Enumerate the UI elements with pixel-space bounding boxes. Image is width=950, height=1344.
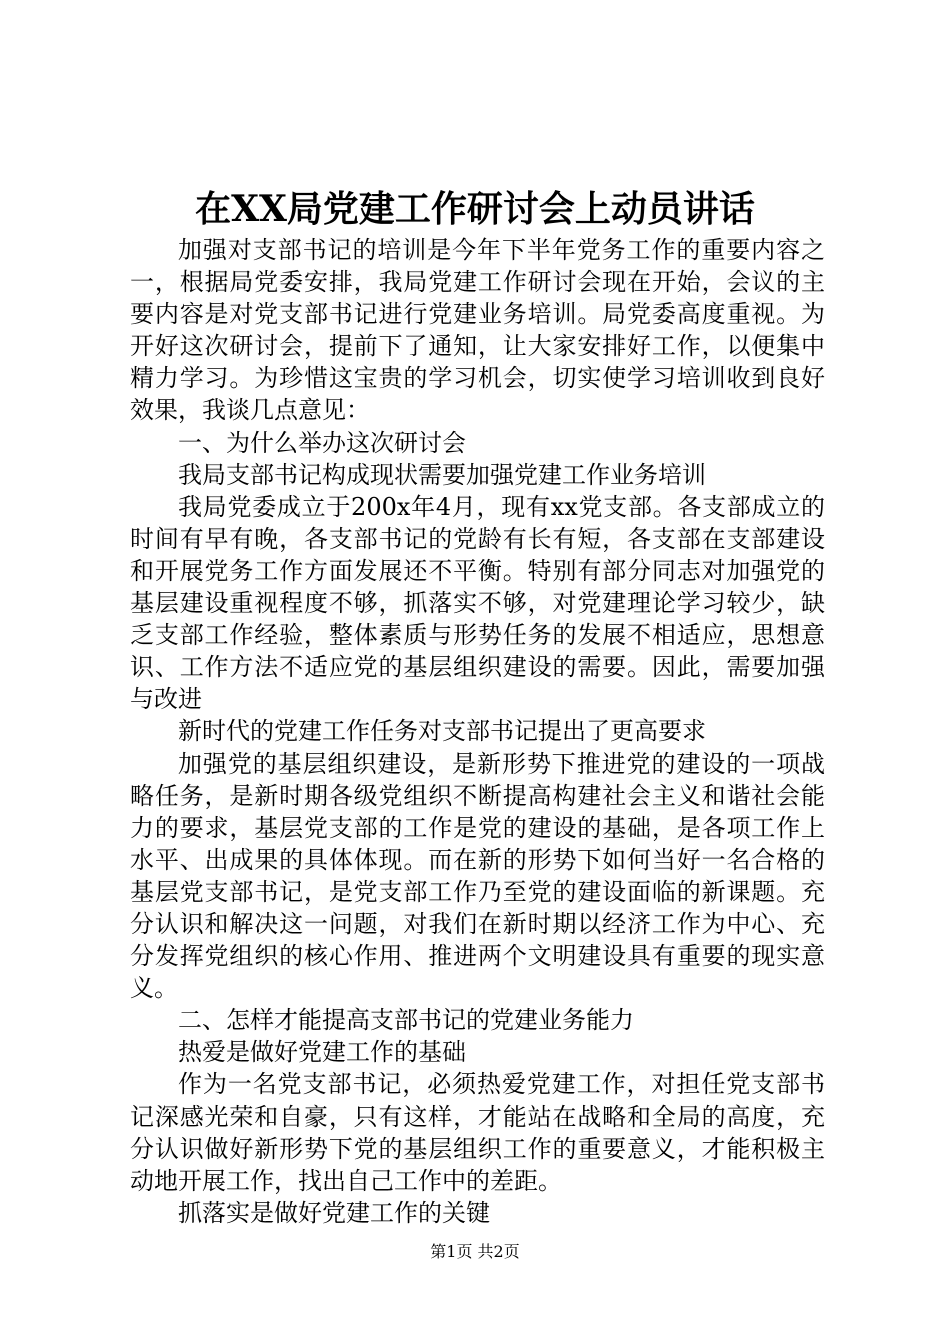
page-footer: 第1页 共2页 [430, 1242, 520, 1261]
paragraph: 加强对支部书记的培训是今年下半年党务工作的重要内容之一，根据局党委安排，我局党建工作研讨会现在开始，会议的主要内容是对党支部书记进行党建业务培训。局党委高度重视。为开好这次研讨会，提前下了通知，让大家安排好工作，以便集中精力学习。为珍惜这宝贵的学习机会，切实使学习培训收到良好效果，我谈几点意见： [130, 236, 825, 425]
paragraph: 加强党的基层组织建设，是新形势下推进党的建设的一项战略任务，是新时期各级党组织不断提高构建社会主义和谐社会能力的要求，基层党支部的工作是党的建设的基础，是各项工作上水平、出成果的具体体现。而在新的形势下如何当好一名合格的基层党支部书记，是党支部工作乃至党的建设面临的新课题。充分认识和解决这一问题，对我们在新时期以经济工作为中心、充分发挥党组织的核心作用、推进两个文明建设具有重要的现实意义。 [130, 749, 825, 1003]
paragraph: 我局党委成立于200x年4月，现有xx党支部。各支部成立的时间有早有晚，各支部书记的党龄有长有短，各支部在支部建设和开展党务工作方面发展还不平衡。特别有部分同志对加强党的基层建设重视程度不够，抓落实不够，对党建理论学习较少，缺乏支部工作经验，整体素质与形势任务的发展不相适应，思想意识、工作方法不适应党的基层组织建设的需要。因此，需要加强与改进 [130, 492, 825, 714]
subsection-heading: 热爱是做好党建工作的基础 [178, 1038, 466, 1067]
subsection-heading: 新时代的党建工作任务对支部书记提出了更高要求 [178, 717, 706, 746]
document-title: 在XX局党建工作研讨会上动员讲话 [195, 188, 755, 230]
subsection-heading: 抓落实是做好党建工作的关键 [178, 1198, 490, 1227]
document-body [130, 234, 825, 1229]
section-heading: 二、怎样才能提高支部书记的党建业务能力 [178, 1006, 634, 1035]
subsection-heading: 我局支部书记构成现状需要加强党建工作业务培训 [178, 460, 706, 489]
section-heading: 一、为什么举办这次研讨会 [178, 428, 466, 457]
paragraph: 作为一名党支部书记，必须热爱党建工作，对担任党支部书记深感光荣和自豪，只有这样，才能站在战略和全局的高度，充分认识做好新形势下党的基层组织工作的重要意义，才能积极主动地开展工作，找出自己工作中的差距。 [130, 1070, 825, 1195]
